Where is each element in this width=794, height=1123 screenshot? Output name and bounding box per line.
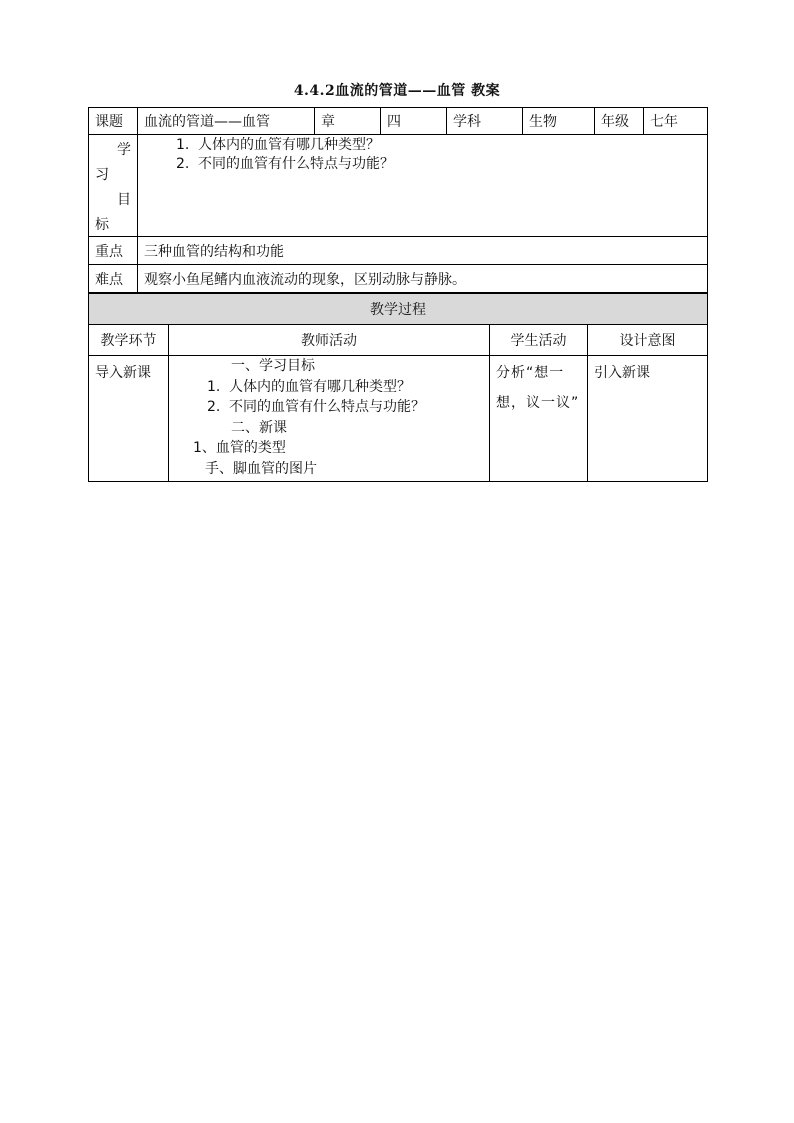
teaching-process-table xyxy=(88,293,708,482)
process-header: 教学过程 xyxy=(89,294,708,325)
key-point-label: 重点 xyxy=(89,237,138,265)
student-cell: 分析“想一想，议一议” xyxy=(490,356,588,482)
key-point-text: 三种血管的结构和功能 xyxy=(138,237,708,265)
grade-value: 七年 xyxy=(644,108,708,135)
chapter-value: 四 xyxy=(381,108,447,135)
goal-item: 1. 人体内的血管有哪几种类型？ xyxy=(176,137,380,153)
goals-label-char: 学 xyxy=(117,142,131,158)
teacher-item: 2. 不同的血管有什么特点与功能？ xyxy=(207,399,425,415)
topic-value: 血流的管道——血管 xyxy=(138,108,315,135)
difficulty-label: 难点 xyxy=(89,265,138,293)
goals-list xyxy=(176,136,701,174)
process-header-row xyxy=(89,294,708,325)
column-teacher: 教师活动 xyxy=(169,325,490,356)
subject-label: 学科 xyxy=(447,108,523,135)
goals-label-char: 习 xyxy=(95,167,109,183)
goals-label-char: 目 xyxy=(117,192,131,208)
teacher-cell xyxy=(169,356,490,482)
column-stage: 教学环节 xyxy=(89,325,169,356)
stage-cell: 导入新课 xyxy=(89,356,169,482)
teacher-heading-2: 二、新课 xyxy=(231,419,287,436)
teacher-item: 1. 人体内的血管有哪几种类型？ xyxy=(207,378,411,395)
key-point-row xyxy=(89,237,708,265)
difficulty-text: 观察小鱼尾鳍内血液流动的现象，区别动脉与静脉。 xyxy=(138,265,708,293)
teacher-note: 手、脚血管的图片 xyxy=(205,460,317,477)
subject-value: 生物 xyxy=(523,108,595,135)
process-columns-row xyxy=(89,325,708,356)
document-title: 4.4.2血流的管道——血管 教案 xyxy=(293,83,501,99)
grade-label: 年级 xyxy=(595,108,644,135)
goals-content xyxy=(138,135,708,237)
intent-cell: 引入新课 xyxy=(588,356,708,482)
goals-label xyxy=(89,135,138,237)
goals-row xyxy=(89,135,708,237)
topic-label: 课题 xyxy=(89,108,138,135)
goal-item: 2. 不同的血管有什么特点与功能？ xyxy=(176,156,394,172)
goals-label-char: 标 xyxy=(95,217,109,233)
lesson-info-table xyxy=(88,107,708,293)
process-row xyxy=(89,356,708,482)
column-intent: 设计意图 xyxy=(588,325,708,356)
chapter-label: 章 xyxy=(315,108,381,135)
teacher-heading-1: 一、学习目标 xyxy=(231,358,315,374)
teacher-subheading: 1、血管的类型 xyxy=(193,440,286,456)
difficulty-row xyxy=(89,265,708,293)
info-row xyxy=(89,108,708,135)
column-student: 学生活动 xyxy=(490,325,588,356)
